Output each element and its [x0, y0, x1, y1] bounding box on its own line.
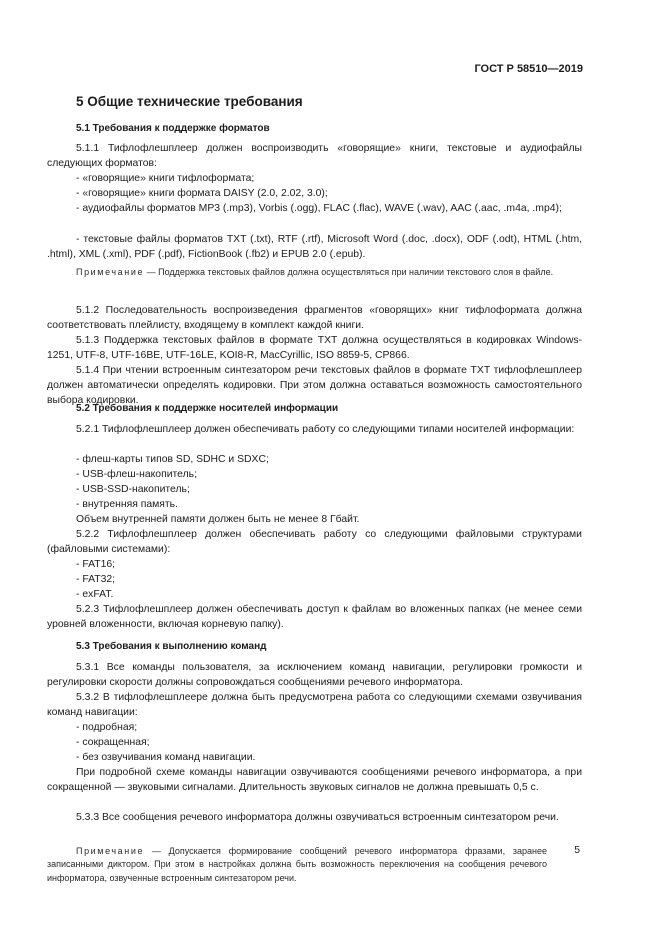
- paragraph-5-2-2: 5.2.2 Тифлофлешплеер должен обеспечивать работу со следующими файловыми структурами (файловыми системами):: [47, 529, 582, 556]
- paragraph-5-1-1: 5.1.1 Тифлофлешплеер должен воспроизводить «говорящие» книги, текстовые и аудиофайлы следующих форматов:: [47, 143, 582, 170]
- note-5-3: [47, 845, 547, 885]
- list-item: - текстовые файлы форматов TXT (.txt), RTF (.rtf), Microsoft Word (.doc, .docx), ODF (.odt), HTML (.htm, .html), XML (.xml), PDF (.pdf), FictionBook (.fb2) и EPUB 2.0 (.epub).: [47, 234, 582, 261]
- section-5-title: 5 Общие технические требования: [76, 94, 303, 109]
- list-item: - USB-флеш-накопитель;: [76, 469, 197, 480]
- paragraph-5-1-2: 5.1.2 Последовательность воспроизведения фрагментов «говорящих» книг тифлоформата должна соответствовать плейлисту, входящему в комплект каждой книги.: [47, 305, 582, 332]
- list-item: - флеш-карты типов SD, SDHC и SDXC;: [76, 454, 269, 465]
- document-header-standard: ГОСТ Р 58510—2019: [474, 63, 583, 75]
- list-item: - сокращенная;: [76, 737, 150, 748]
- paragraph-schemes-detail: При подробной схеме команды навигации озвучиваются сообщениями речевого информатора, а при сокращенной — звуковыми сигналами. Длительность звуковых сигналов не должна превышать 0,5 с.: [47, 767, 582, 794]
- paragraph-5-2-1: 5.2.1 Тифлофлешплеер должен обеспечивать работу со следующими типами носителей информации:: [76, 424, 575, 435]
- paragraph-5-3-3: 5.3.3 Все сообщения речевого информатора должны озвучиваться встроенным синтезатором речи.: [76, 812, 559, 823]
- paragraph-5-2-3: 5.2.3 Тифлофлешплеер должен обеспечивать доступ к файлам во вложенных папках (не менее семи уровней вложенности, включая корневую папку).: [47, 604, 582, 631]
- list-item: - «говорящие» книги формата DAISY (2.0, 2.02, 3.0);: [76, 188, 328, 199]
- note-label: Примечание: [76, 846, 145, 856]
- list-item: - USB-SSD-накопитель;: [76, 484, 190, 495]
- note-5-1: [47, 266, 582, 279]
- paragraph-5-3-1: 5.3.1 Все команды пользователя, за исключением команд навигации, регулировки громкости и регулировки скорости должны сопровождаться сообщениями речевого информатора.: [47, 662, 582, 689]
- list-item: - внутренняя память.: [76, 499, 178, 510]
- subsection-5-3-title: 5.3 Требования к выполнению команд: [76, 641, 267, 652]
- paragraph-5-1-4: 5.1.4 При чтении встроенным синтезатором речи текстовых файлов в формате TXT тифлофлешплеер должен автоматически определять кодировки. При этом должна оставаться возможность самостоятельного выбора кодировки.: [47, 365, 582, 407]
- list-item: - exFAT.: [76, 589, 114, 600]
- paragraph-5-3-2: 5.3.2 В тифлофлешплеере должна быть предусмотрена работа со следующими схемами озвучивания команд навигации:: [47, 692, 582, 719]
- list-item: - FAT32;: [76, 574, 116, 585]
- paragraph-memory: Объем внутренней памяти должен быть не менее 8 Гбайт.: [76, 514, 360, 525]
- list-item: - подробная;: [76, 722, 138, 733]
- note-text: — Поддержка текстовых файлов должна осуществляться при наличии текстового слоя в файле.: [144, 267, 554, 277]
- list-item: - «говорящие» книги тифлоформата;: [76, 173, 255, 184]
- page-number: 5: [574, 845, 580, 856]
- list-item: - без озвучивания команд навигации.: [76, 752, 256, 763]
- subsection-5-2-title: 5.2 Требования к поддержке носителей информации: [76, 403, 339, 414]
- subsection-5-1-title: 5.1 Требования к поддержке форматов: [76, 123, 270, 134]
- list-item: - аудиофайлы форматов MP3 (.mp3), Vorbis (.ogg), FLAC (.flac), WAVE (.wav), AAC (.aac, .m4a, .mp4);: [76, 203, 562, 214]
- note-text: — Допускается формирование сообщений речевого информатора фразами, заранее записанными диктором. При этом в настройках должна быть возможность переключения на сообщения речевого информатора, озвученные встроенным синтезатором речи.: [47, 846, 547, 883]
- list-item: - FAT16;: [76, 559, 116, 570]
- paragraph-5-1-3: 5.1.3 Поддержка текстовых файлов в формате TXT должна осуществляться в кодировках Windows-1251, UTF-8, UTF-16BE, UTF-16LE, KOI8-R, MacCyrillic, ISO 8859-5, CP866.: [47, 335, 582, 362]
- note-label: Примечание: [76, 267, 145, 277]
